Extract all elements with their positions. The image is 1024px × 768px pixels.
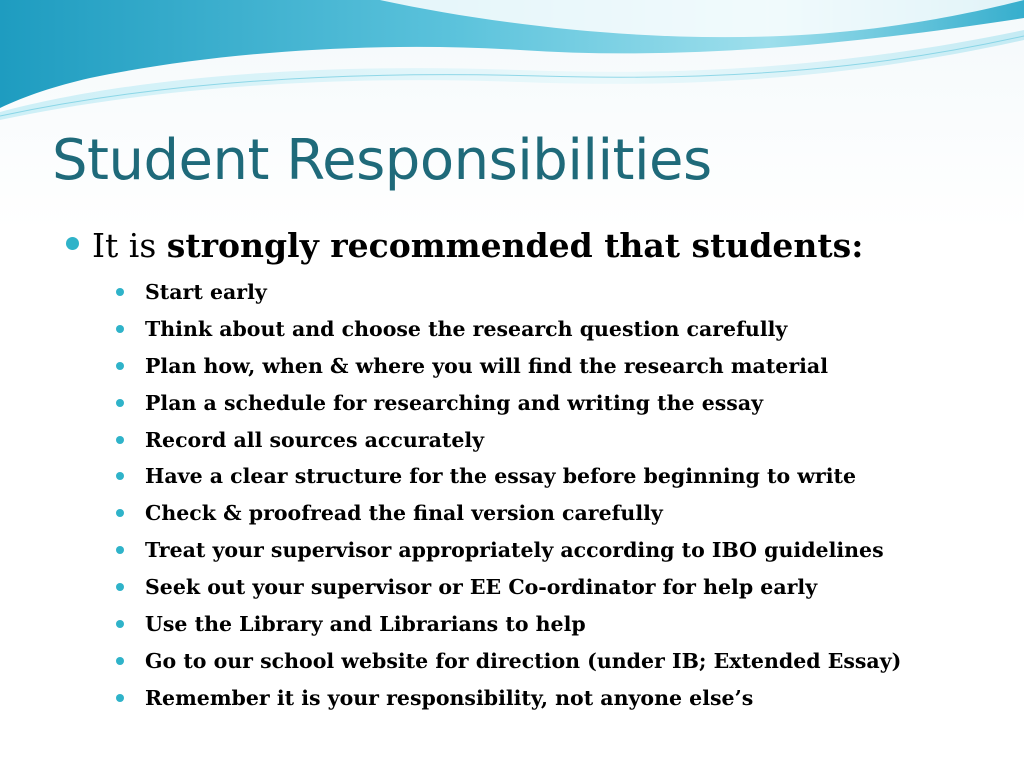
list-item-label: Think about and choose the research question carefully [145, 316, 788, 341]
bullet-icon [116, 620, 124, 628]
bullet-icon [116, 583, 124, 591]
list-item [114, 311, 1002, 348]
list-item-label: Have a clear structure for the essay before beginning to write [145, 464, 857, 489]
list-item-label: Start early [145, 280, 267, 304]
bullet-icon [116, 472, 124, 480]
bullet-icon [116, 694, 124, 702]
list-item-label: Plan how, when & where you will find the research material [145, 353, 828, 378]
list-item-label: Remember it is your responsibility, not anyone else’s [145, 685, 754, 710]
list-item-label: Record all sources accurately [145, 427, 485, 452]
bullet-icon [116, 362, 124, 370]
responsibility-list [62, 274, 1002, 717]
list-item [114, 348, 1002, 385]
bullet-icon [116, 546, 124, 554]
bullet-icon [116, 325, 124, 333]
bullet-icon [116, 657, 124, 665]
bullet-icon [66, 237, 79, 250]
intro-bullet [62, 224, 1002, 268]
list-item [114, 606, 1002, 643]
bullet-icon [116, 509, 124, 517]
intro-lead: It is [92, 226, 167, 265]
list-item-label: Plan a schedule for researching and writing the essay [145, 390, 764, 415]
list-item [114, 680, 1002, 717]
intro-emphasis: strongly recommended that students: [166, 226, 864, 265]
list-item [114, 569, 1002, 606]
list-item-label: Treat your supervisor appropriately according to IBO guidelines [145, 538, 884, 563]
list-item [114, 495, 1002, 532]
list-item [114, 422, 1002, 459]
list-item [114, 643, 1002, 680]
bullet-icon [116, 436, 124, 444]
slide-title: Student Responsibilities [52, 128, 712, 193]
bullet-icon [116, 399, 124, 407]
bullet-icon [116, 288, 124, 296]
list-item-label: Seek out your supervisor or EE Co-ordinator for help early [145, 575, 818, 600]
slide-body [62, 224, 1002, 717]
list-item-label: Go to our school website for direction (under IB; Extended Essay) [145, 648, 902, 673]
list-item-label: Check & proofread the final version carefully [145, 501, 663, 526]
list-item [114, 458, 1002, 495]
list-item [114, 274, 1002, 311]
list-item [114, 532, 1002, 569]
list-item-label: Use the Library and Librarians to help [145, 612, 586, 637]
list-item [114, 385, 1002, 422]
header-wave-decoration [0, 0, 1024, 130]
